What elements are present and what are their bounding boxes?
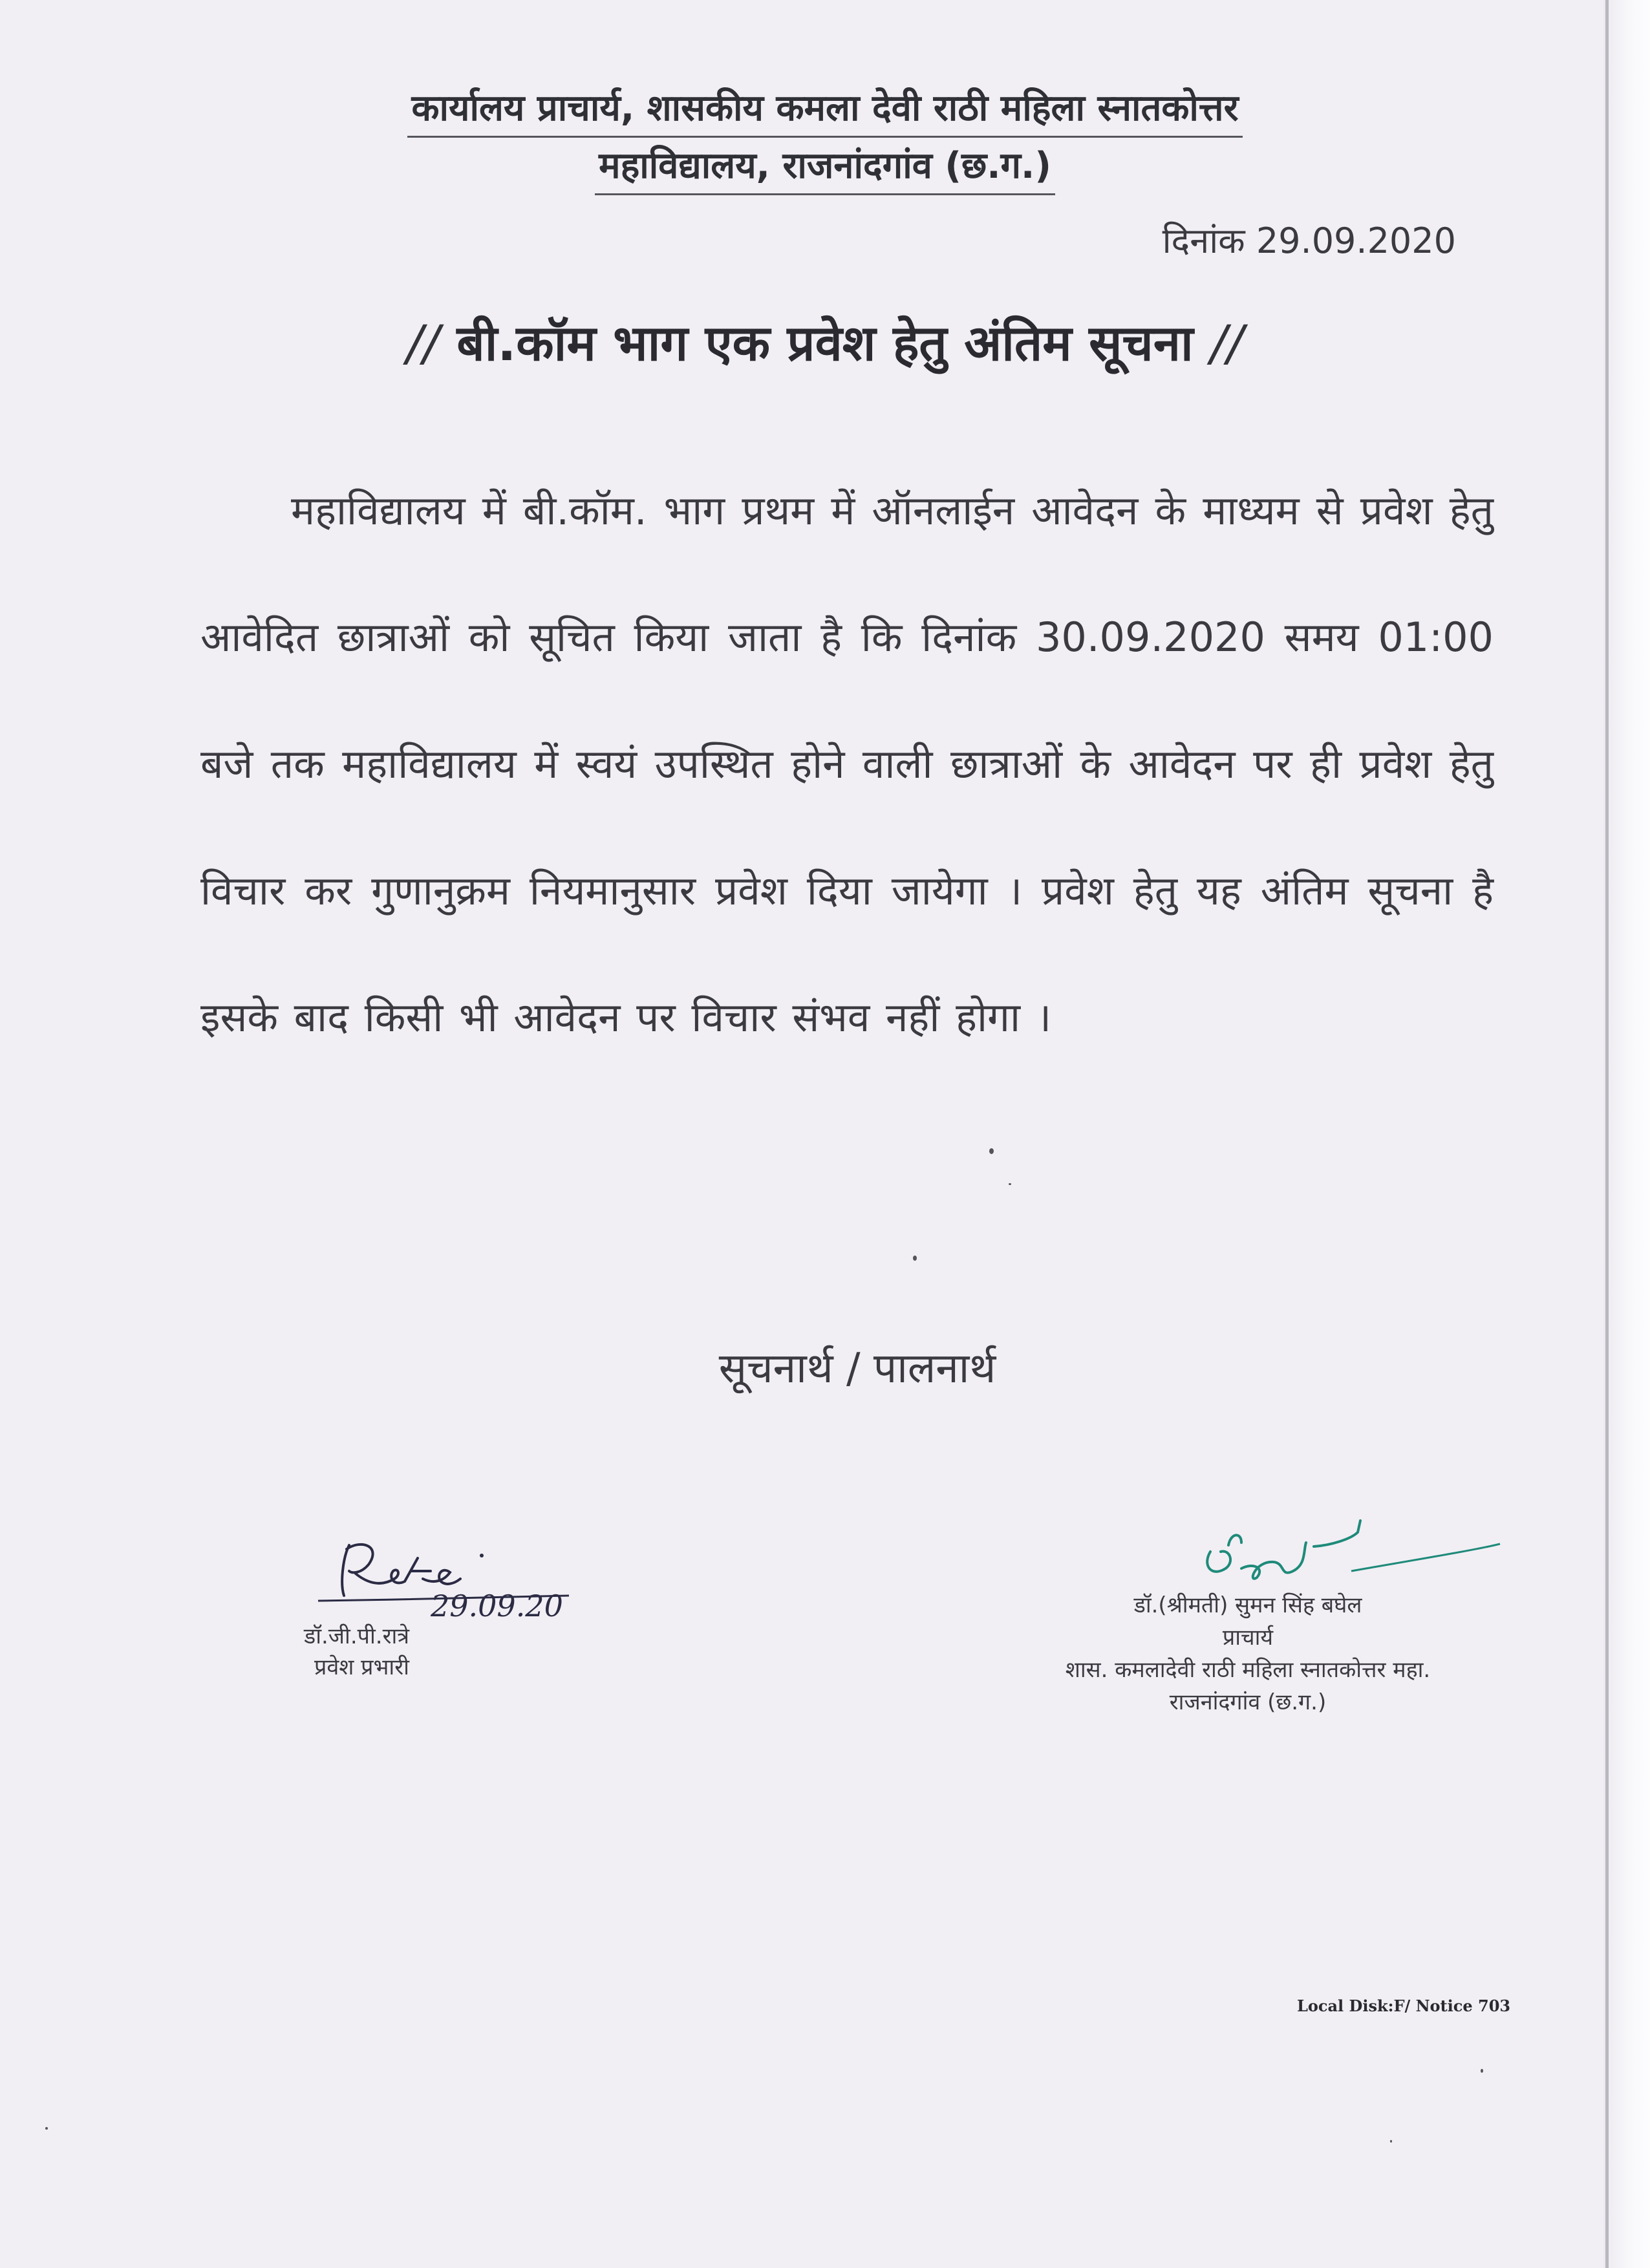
signatory-right xyxy=(970,1506,1552,1739)
title-suffix: // xyxy=(1210,314,1244,372)
right-signatory-block xyxy=(970,1589,1526,1718)
scan-speck xyxy=(1390,2140,1392,2143)
left-signature-image xyxy=(284,1519,647,1623)
right-signatory-role: प्राचार्य xyxy=(1222,1625,1274,1651)
left-signatory-name: डॉ.जी.पी.रात्रे xyxy=(304,1623,410,1649)
letterhead xyxy=(0,83,1650,195)
scan-speck xyxy=(45,2127,48,2130)
scan-speck xyxy=(1009,1183,1011,1185)
scan-speck xyxy=(1481,2069,1483,2073)
scan-speck xyxy=(989,1148,994,1154)
closing-line: सूचनार्थ / पालनार्थ xyxy=(718,1345,996,1393)
right-signature-image xyxy=(970,1506,1552,1597)
signatory-left xyxy=(284,1519,647,1713)
letterhead-line-2: महाविद्यालय, राजनांदगांव (छ.ग.) xyxy=(595,140,1055,195)
title-prefix: // xyxy=(406,314,440,372)
letterhead-line-1: कार्यालय प्राचार्य, शासकीय कमला देवी राठी महिला स्नातकोत्तर xyxy=(407,83,1242,138)
right-signatory-name: डॉ.(श्रीमती) सुमन सिंह बघेल xyxy=(1133,1592,1362,1618)
scan-speck xyxy=(913,1256,917,1261)
file-reference: Local Disk:F/ Notice 703 xyxy=(1297,1996,1511,2015)
title-text: बी.कॉम भाग एक प्रवेश हेतु अंतिम सूचना xyxy=(456,314,1194,372)
handwritten-date: 29.09.20 xyxy=(431,1589,563,1623)
right-signatory-institution: शास. कमलादेवी राठी महिला स्नातकोत्तर महा. xyxy=(1065,1657,1431,1683)
notice-title xyxy=(0,308,1650,379)
notice-body: महाविद्यालय में बी.कॉम. भाग प्रथम में ऑनलाईन आवेदन के माध्यम से प्रवेश हेतु आवेदित छात्राओं को सूचित किया जाता है कि दिनांक 30.09.2020 समय 01:00 बजे तक महाविद्यालय में स्वयं उपस्थित होने वाली छात्राओं के आवेदन पर ही प्रवेश हेतु विचार कर गुणानुक्रम नियमानुसार प्रवेश दिया जायेगा । प्रवेश हेतु यह अंतिम सूचना है इसके बाद किसी भी आवेदन पर विचार संभव नहीं होगा । xyxy=(200,487,1494,1041)
left-signatory-role: प्रवेश प्रभारी xyxy=(314,1654,409,1680)
notice-date: दिनांक 29.09.2020 xyxy=(1162,220,1456,261)
right-signatory-city: राजनांदगांव (छ.ग.) xyxy=(1169,1689,1327,1715)
